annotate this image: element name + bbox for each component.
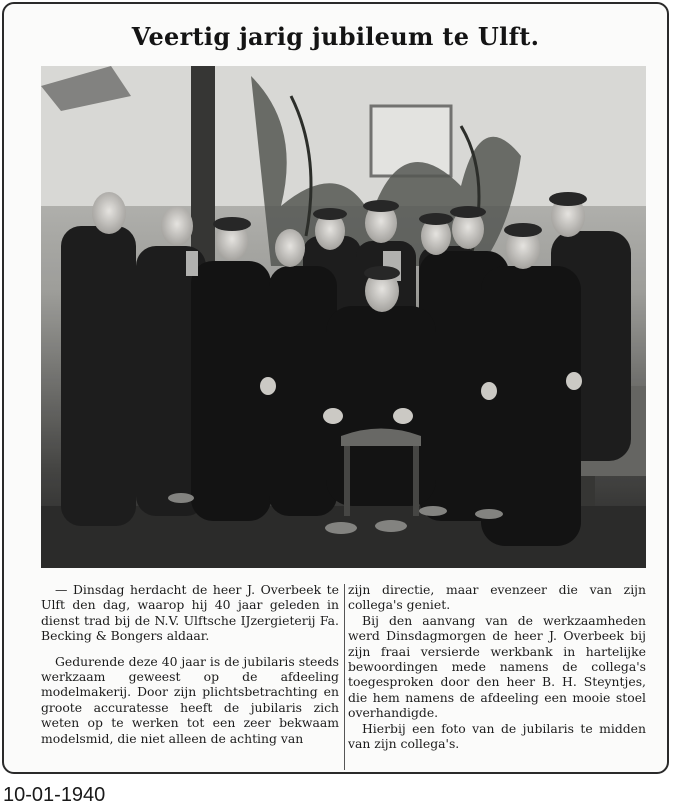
article-paragraph: zijn directie, maar evenzeer die van zijn collega's geniet. [348, 582, 646, 613]
column-divider [344, 584, 345, 770]
article-paragraph: Bij den aanvang van de werkzaamheden werd Dinsdagmorgen de heer J. Overbeek bij zijn fraai versierde werkbank in hartelijke bewoordingen mede namens de collega's toegesproken door den heer B. H. Steyntjes, die hem namens de afdeeling een mooie stoel overhandigde. [348, 612, 646, 721]
article-paragraph: — Dinsdag herdacht de heer J. Overbeek te Ulft den dag, waarop hij 40 jaar geleden in dienst trad bij de N.V. Ulftsche IJzergieterij Fa. Becking & Bongers aldaar. [41, 582, 339, 644]
group-photo [41, 66, 646, 568]
article-right-column [348, 582, 646, 751]
headline: Veertig jarig jubileum te Ulft. [131, 22, 540, 51]
article-paragraph: Gedurende deze 40 jaar is de jubilaris steeds werkzaam geweest op de afdeeling modelmakerij. Door zijn plichtsbetrachting en groote accuratesse heeft de jubilaris zich weten op te werken tot een zeer bekwaam modelsmid, die niet alleen de achting van [41, 653, 339, 746]
article-left-column [41, 582, 339, 746]
newspaper-clipping [2, 2, 669, 774]
article-paragraph: Hierbij een foto van de jubilaris te midden van zijn collega's. [348, 720, 646, 752]
date-caption: 10-01-1940 [3, 784, 106, 806]
article-body [41, 582, 646, 772]
group-photo-icon [41, 66, 646, 568]
